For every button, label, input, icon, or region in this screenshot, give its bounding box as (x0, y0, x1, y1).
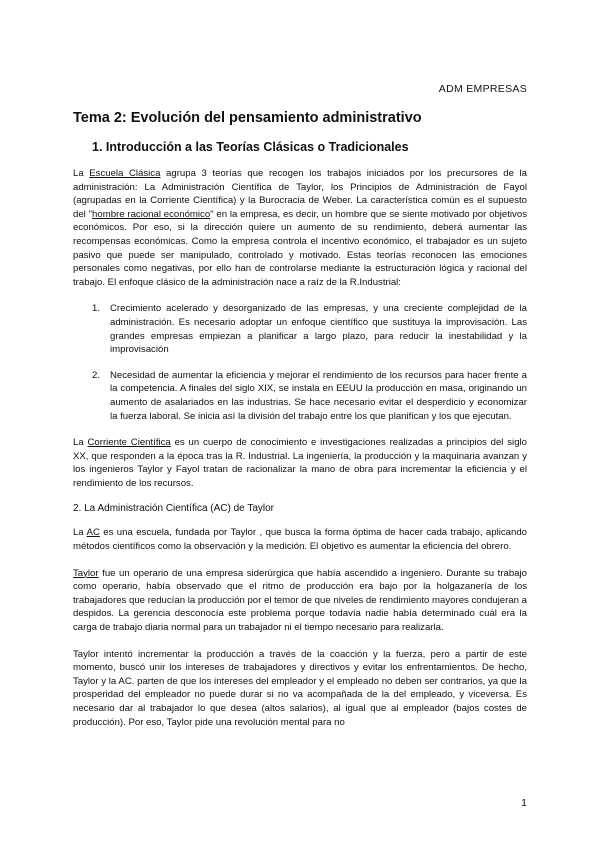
numbered-list (73, 302, 527, 423)
paragraph-corriente-cientifica: La Corriente Científica es un cuerpo de conocimiento e investigaciones realizadas a principios del siglo XX, que responden a la época tras la R. Industrial. La ingeniería, la producción y la maquinaria avanzan y los ingenieros Taylor y Fayol tratan de racionalizar la mano de obra para incrementar la eficiencia y el rendimiento de los recursos. (73, 437, 527, 489)
list-item-number: 2. (92, 369, 101, 381)
paragraph-taylor: Taylor fue un operario de una empresa siderúrgica que había ascendido a ingeniero. Durante su trabajo como operario, había observado que el ritmo de producción era bajo por la holgazanería de los trabajadores que reducían la producción por el temor de que niveles de rendimiento mayores condujeran a despidos. La gerencia desconocía este problema porque todavía nadie había determinado cuál era la carga de trabajo diaria normal para un trabajador ni el tiempo necesario para realizarla. (73, 567, 527, 634)
section-heading-2: 2. La Administración Científica (AC) de Taylor (73, 503, 275, 515)
term-corriente-cientifica: Corriente Científica (87, 437, 171, 449)
paragraph-taylor-produccion: Taylor intentó incrementar la producción a través de la coacción y la fuerza, pero a partir de este momento, buscó unir los intereses de trabajadores y directivos y evitar los enfrentamientos. De hecho, Taylor y la AC. parten de que los intereses del empleador y el empleado no deben ser contrarios, ya que la prosperidad del empleador no puede durar si no va acompañada de la del empleado, y viceversa. Es necesario dar al trabajador lo que desea (altos salarios), al igual que al empleador (bajos costes de producción). Por eso, Taylor pide una revolución mental para no (73, 648, 527, 728)
term-ac: AC (86, 527, 100, 539)
term-taylor: Taylor (73, 567, 99, 579)
term-hombre-racional-economico: hombre racional económico (92, 208, 211, 220)
list-item-text: Crecimiento acelerado y desorganizado de las empresas, y una creciente complejidad de la administración. Es necesario adoptar un enfoque científico que sustituya la improvisación. Las grandes empresas empiezan a planificar a largo plazo, para reducir la inestabilidad y la improvisación (110, 303, 527, 356)
list-item-text: Necesidad de aumentar la eficiencia y mejorar el rendimiento de los recursos para hacer frente a la competencia. A finales del siglo XIX, se instala en EEUU la producción en masa, originando un aumento de asalariados en las industrias. Se hace necesario evitar el desperdicio y economizar la fuerza laboral. Se inicia así la división del trabajo entre los que planifican y los que ejecutan. (110, 369, 527, 422)
list-item (73, 302, 527, 356)
section-heading-1: 1. Introducción a las Teorías Clásicas o Tradicionales (92, 140, 409, 154)
page-title: Tema 2: Evolución del pensamiento administrativo (73, 110, 422, 126)
list-item-number: 1. (92, 303, 101, 315)
page-header: ADM EMPRESAS (438, 83, 527, 95)
page-number: 1 (521, 797, 527, 809)
paragraph-escuela-clasica: La Escuela Clásica agrupa 3 teorías que recogen los trabajos iniciados por los precursores de la administración: La Administración Científica de Taylor, los Principios de Administración de Fayol (agrupadas en la Corriente Científica) y la Burocracia de Weber. La característica común es el supuesto del "hombre racional económico" en la empresa, es decir, un hombre que se siente motivado por objetivos económicos. Por eso, si la dirección quiere un aumento de su rendimiento, deberá aumentar las recompensas económicas. Como la empresa controla el incentivo económico, el trabajador es un sujeto pasivo que puede ser manipulado, controlado y motivado. Estas teorías reconocen las emociones personales como negativas, por ello han de controlarse mediante la estructuración lógica y racional del trabajo. El enfoque clásico de la administración nace a raíz de la R.Industrial: (73, 168, 527, 288)
term-escuela-clasica: Escuela Clásica (89, 168, 161, 179)
paragraph-ac: La AC es una escuela, fundada por Taylor , que busca la forma óptima de hacer cada trabajo, aplicando métodos científicos como la observación y la medición. El objetivo es aumentar la eficiencia del obrero. (73, 527, 527, 553)
page-content (73, 110, 527, 729)
list-item (73, 369, 527, 423)
